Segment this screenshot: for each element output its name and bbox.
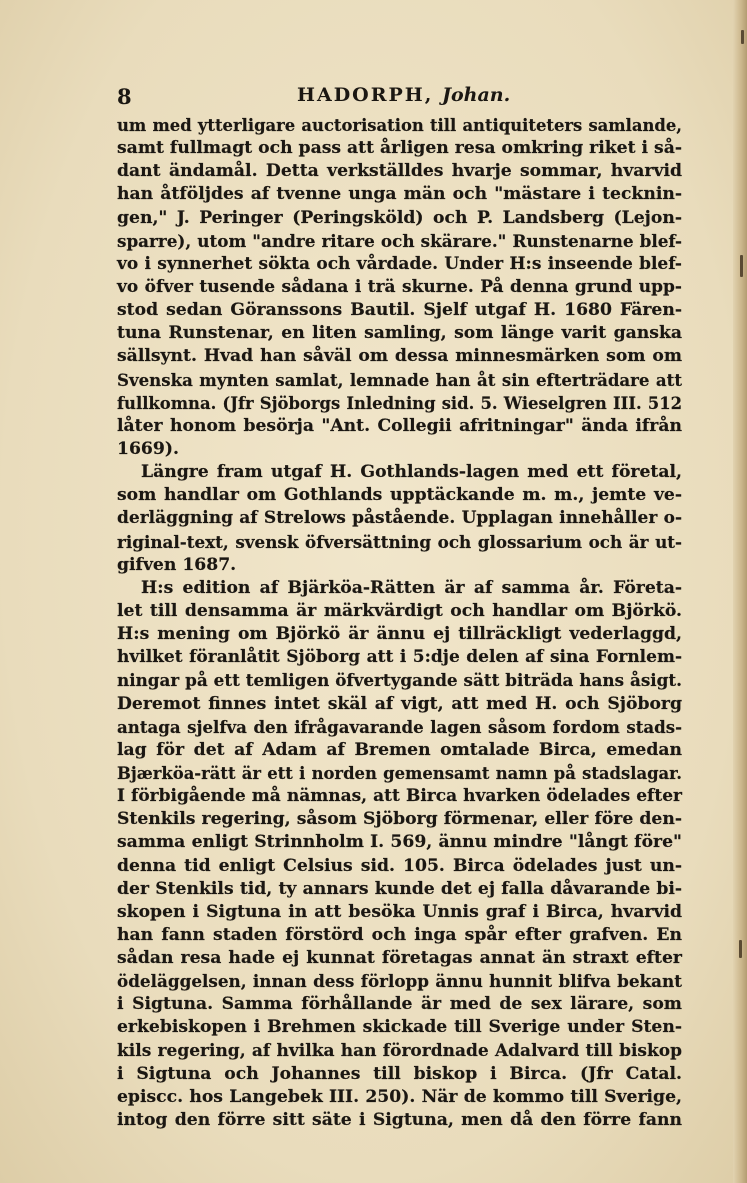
text-line: ödeläggelsen, innan dess förlopp ännu hunnit blifva bekant [117, 971, 682, 992]
text-line: i Sigtuna och Johannes till biskop i Birca. (Jfr Catal. [117, 1063, 682, 1084]
text-line: riginal-text, svensk öfversättning och glossarium och är ut- [117, 531, 682, 552]
paragraph-3 [117, 577, 682, 1132]
text-line: gifven 1687. [117, 554, 237, 575]
paragraph-2 [117, 461, 682, 577]
text-line: kils regering, af hvilka han förordnade Adalvard till biskop [117, 1040, 682, 1061]
text-line: lag för det af Adam af Bremen omtalade Birca, emedan [117, 739, 682, 760]
edge-mark [741, 30, 744, 44]
text-line: fullkomna. (Jfr Sjöborgs Inledning sid. 5. Wieselgren III. 512 [117, 393, 682, 413]
text-line: sådan resa hade ej kunnat företagas annat än straxt efter [117, 948, 682, 969]
text-line: dant ändamål. Detta verkställdes hvarje sommar, hvarvid [117, 161, 682, 182]
running-head-given-name: Johan. [442, 84, 511, 106]
edge-mark [740, 255, 743, 277]
text-line: samma enligt Strinnholm I. 569, ännu mindre "långt före" [117, 832, 682, 853]
text-line: skopen i Sigtuna in att besöka Unnis graf i Birca, hvarvid [117, 901, 682, 922]
text-line: låter honom besörja "Ant. Collegii afritningar" ända ifrån [117, 415, 682, 436]
page-number: 8 [117, 84, 132, 109]
page-right-edge [733, 0, 747, 1183]
text-line: der Stenkils tid, ty annars kunde det ej falla dåvarande bi- [117, 878, 682, 899]
text-line: samt fullmagt och pass att årligen resa omkring riket i så- [117, 138, 682, 159]
running-head-surname: HADORPH, [297, 84, 434, 106]
text-line: 1669). [117, 438, 179, 459]
text-line: som handlar om Gothlands upptäckande m. m., jemte ve- [117, 485, 682, 506]
text-line: gen," J. Peringer (Peringsköld) och P. Landsberg (Lejon- [117, 207, 682, 228]
text-line: stod sedan Göranssons Bautil. Sjelf utgaf H. 1680 Fären- [117, 300, 682, 321]
text-line: denna tid enligt Celsius sid. 105. Birca ödelades just un- [117, 855, 682, 876]
edge-mark [739, 940, 742, 958]
text-line: Längre fram utgaf H. Gothlands-lagen med ett företal, [141, 462, 682, 483]
text-line: vo öfver tusende sådana i trä skurne. På denna grund upp- [117, 276, 682, 297]
text-line: H:s mening om Björkö är ännu ej tillräckligt vederlaggd, [117, 624, 682, 645]
text-line: let till densamma är märkvärdigt och handlar om Björkö. [117, 600, 682, 621]
text-line: derläggning af Strelows påstående. Upplagan innehåller o- [117, 508, 682, 529]
text-line: Stenkils regering, såsom Sjöborg förmenar, eller före den- [117, 809, 682, 830]
text-line: han åtföljdes af tvenne unga män och "mästare i tecknin- [117, 184, 682, 205]
text-line: um med ytterligare auctorisation till antiquiteters samlande, [117, 116, 682, 135]
text-line: episcc. hos Langebek III. 250). När de kommo till Sverige, [117, 1086, 682, 1107]
page-header [117, 82, 682, 112]
text-line: han fann staden förstörd och inga spår efter grafven. En [117, 924, 682, 945]
text-line: hvilket föranlåtit Sjöborg att i 5:dje delen af sina Fornlem- [117, 647, 682, 668]
text-line: ningar på ett temligen öfvertygande sätt biträda hans åsigt. [117, 670, 682, 691]
text-line: i Sigtuna. Samma förhållande är med de sex lärare, som [117, 994, 682, 1015]
text-line: H:s edition af Bjärköa-Rätten är af samma år. Företa- [141, 577, 682, 598]
paragraph-1 [117, 114, 682, 461]
body-text [117, 114, 682, 1132]
text-line: Bjærköa-rätt är ett i norden gemensamt namn på stadslagar. [117, 763, 682, 783]
text-line: tuna Runstenar, en liten samling, som länge varit ganska [117, 323, 682, 344]
text-line: Deremot finnes intet skäl af vigt, att med H. och Sjöborg [117, 693, 682, 714]
text-line: I förbigående må nämnas, att Birca hvarken ödelades efter [117, 786, 682, 807]
text-line: sällsynt. Hvad han såväl om dessa minnesmärken som om [117, 346, 682, 367]
text-line: intog den förre sitt säte i Sigtuna, men då den förre fann [117, 1110, 682, 1131]
text-line: vo i synnerhet sökta och vårdade. Under H:s inseende blef- [117, 253, 682, 274]
text-line: Svenska mynten samlat, lemnade han åt sin efterträdare att [117, 369, 682, 390]
running-head [297, 84, 510, 106]
text-line: erkebiskopen i Brehmen skickade till Sverige under Sten- [117, 1017, 682, 1038]
text-line: antaga sjelfva den ifrågavarande lagen såsom fordom stads- [117, 716, 682, 737]
text-line: sparre), utom "andre ritare och skärare." Runstenarne blef- [117, 230, 682, 251]
